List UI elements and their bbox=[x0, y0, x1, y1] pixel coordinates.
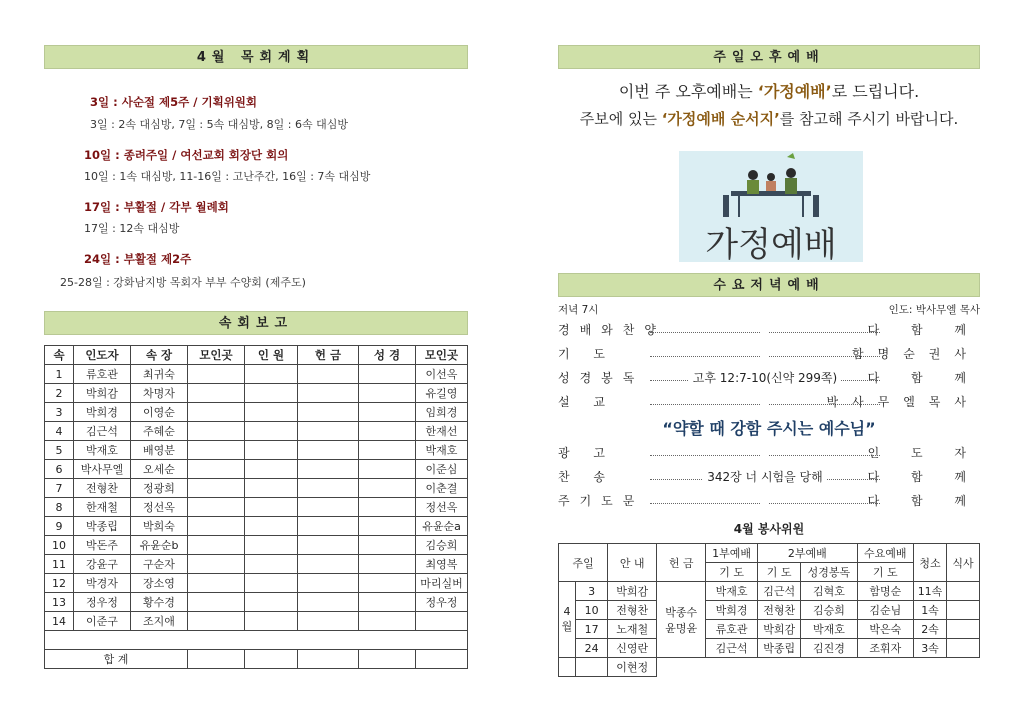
order-mid bbox=[761, 494, 769, 508]
guide-cell: 노재철 bbox=[608, 620, 657, 639]
read-cell: 박재호 bbox=[801, 620, 857, 639]
wed-header: 수요예배 bbox=[857, 544, 913, 563]
table-cell: 6 bbox=[45, 460, 74, 479]
month-cell: 4월 bbox=[559, 582, 576, 658]
table-cell bbox=[245, 536, 298, 555]
table-cell bbox=[188, 479, 245, 498]
order-right: 다 함 께 bbox=[867, 470, 980, 484]
col-header: 모인곳 bbox=[416, 346, 468, 365]
table-header-row bbox=[559, 544, 980, 563]
table-cell: 황수경 bbox=[131, 593, 188, 612]
service-title: 4월 봉사위원 bbox=[733, 522, 805, 536]
order-mid bbox=[761, 347, 769, 361]
table-cell bbox=[245, 574, 298, 593]
sermon-title: “약할 때 강함 주시는 예수님” bbox=[662, 419, 876, 438]
table-cell: 12 bbox=[45, 574, 74, 593]
read-header: 성경봉독 bbox=[801, 563, 857, 582]
guide-cell: 전형찬 bbox=[608, 601, 657, 620]
pray-cell: 박종립 bbox=[758, 639, 801, 658]
s1-header: 1부예배 bbox=[706, 544, 758, 563]
table-cell bbox=[657, 658, 980, 677]
table-row bbox=[559, 582, 980, 601]
table-row bbox=[45, 555, 468, 574]
table-cell bbox=[359, 441, 416, 460]
table-cell: 정우정 bbox=[416, 593, 468, 612]
text: 주일 bbox=[572, 556, 594, 570]
table-cell bbox=[359, 365, 416, 384]
table-cell: 박희경 bbox=[74, 403, 131, 422]
table-cell bbox=[245, 650, 298, 669]
table-cell bbox=[298, 441, 359, 460]
table-cell bbox=[245, 555, 298, 574]
table-cell: 류호관 bbox=[74, 365, 131, 384]
table-cell: 이선옥 bbox=[416, 365, 468, 384]
order-item bbox=[558, 467, 980, 487]
guide-cell: 신영란 bbox=[608, 639, 657, 658]
table-cell bbox=[359, 517, 416, 536]
table-cell bbox=[576, 658, 608, 677]
table-row bbox=[559, 601, 980, 620]
table-cell: 박경자 bbox=[74, 574, 131, 593]
table-cell: 오세순 bbox=[131, 460, 188, 479]
table-cell: 5 bbox=[45, 441, 74, 460]
table-cell: 구순자 bbox=[131, 555, 188, 574]
table-cell bbox=[298, 536, 359, 555]
table-cell bbox=[188, 498, 245, 517]
family-worship-image bbox=[679, 151, 863, 265]
table-cell: 유길영 bbox=[416, 384, 468, 403]
table-row bbox=[45, 612, 468, 631]
table-cell bbox=[416, 650, 468, 669]
day-cell: 10 bbox=[576, 601, 608, 620]
table-cell bbox=[359, 479, 416, 498]
table-cell bbox=[188, 536, 245, 555]
col-header: 인도자 bbox=[74, 346, 131, 365]
guide-cell: 박희감 bbox=[608, 582, 657, 601]
guide-header: 안 내 bbox=[608, 544, 657, 582]
read-cell: 김혁호 bbox=[801, 582, 857, 601]
table-row bbox=[559, 639, 980, 658]
table-cell: 장소영 bbox=[131, 574, 188, 593]
table-row bbox=[45, 403, 468, 422]
day-cell: 3 bbox=[576, 582, 608, 601]
col-header: 인 원 bbox=[245, 346, 298, 365]
pray-cell: 박재호 bbox=[706, 582, 758, 601]
table-cell bbox=[298, 517, 359, 536]
order-mid: 342장 너 시험을 당해 bbox=[703, 470, 827, 484]
order-leader-line bbox=[650, 320, 880, 333]
table-cell bbox=[245, 403, 298, 422]
order-mid bbox=[761, 395, 769, 409]
left-column bbox=[44, 0, 468, 724]
plan-detail: 3일 : 2속 대심방, 7일 : 5속 대심방, 8일 : 6속 대심방 bbox=[90, 118, 348, 131]
table-cell: 박종립 bbox=[74, 517, 131, 536]
clean-cell: 1속 bbox=[914, 601, 947, 620]
table-cell bbox=[245, 460, 298, 479]
table-cell bbox=[298, 498, 359, 517]
pray-cell: 박희감 bbox=[758, 620, 801, 639]
order-right: 다 함 께 bbox=[867, 494, 980, 508]
table-cell bbox=[188, 612, 245, 631]
table-cell bbox=[359, 612, 416, 631]
table-cell: 정우정 bbox=[74, 593, 131, 612]
plan-detail: 17일 : 12속 대심방 bbox=[84, 222, 180, 235]
offer-name: 윤명윤 bbox=[665, 621, 698, 635]
table-cell: 배영분 bbox=[131, 441, 188, 460]
table-cell bbox=[416, 612, 468, 631]
total-label: 합 계 bbox=[45, 650, 188, 669]
plan-head: 17일 : 부활절 / 각부 월례회 bbox=[84, 200, 229, 214]
table-row bbox=[45, 384, 468, 403]
table-cell bbox=[359, 593, 416, 612]
order-right: 함명순권사 bbox=[852, 347, 980, 361]
afternoon-title: 주일오후예배 bbox=[558, 45, 980, 69]
table-cell: 1 bbox=[45, 365, 74, 384]
plan-detail: 10일 : 1속 대심방, 11-16일 : 고난주간, 16일 : 7속 대심방 bbox=[84, 170, 371, 183]
table-cell bbox=[245, 612, 298, 631]
col-header: 속 장 bbox=[131, 346, 188, 365]
table-row bbox=[45, 517, 468, 536]
afternoon-line-1 bbox=[558, 79, 980, 102]
order-leader-line bbox=[650, 491, 880, 504]
text: 를 참고해 주시기 바랍니다. bbox=[779, 110, 959, 128]
table-cell bbox=[298, 422, 359, 441]
table-cell bbox=[188, 365, 245, 384]
table-cell: 11 bbox=[45, 555, 74, 574]
table-cell bbox=[188, 460, 245, 479]
table-row bbox=[559, 620, 980, 639]
table-cell bbox=[359, 536, 416, 555]
table-row bbox=[45, 365, 468, 384]
highlight: ‘가정예배 순서지’ bbox=[661, 110, 780, 128]
plan-head: 10일 : 종려주일 / 여선교회 회장단 회의 bbox=[84, 148, 289, 162]
order-leader-line bbox=[650, 467, 880, 484]
order-label: 성경봉독 bbox=[558, 371, 645, 385]
table-cell: 주혜순 bbox=[131, 422, 188, 441]
image-caption: 가정예배 bbox=[705, 225, 837, 265]
table-cell: 7 bbox=[45, 479, 74, 498]
table-cell: 조지애 bbox=[131, 612, 188, 631]
right-column bbox=[558, 0, 980, 724]
service-table bbox=[558, 543, 980, 677]
table-cell bbox=[298, 384, 359, 403]
meal-header: 식사 bbox=[947, 544, 980, 582]
col-header: 성 경 bbox=[359, 346, 416, 365]
table-cell bbox=[245, 593, 298, 612]
table-cell bbox=[245, 517, 298, 536]
table-row bbox=[45, 574, 468, 593]
meal-cell bbox=[947, 620, 980, 639]
order-label: 설 교 bbox=[558, 395, 615, 409]
meal-cell bbox=[947, 601, 980, 620]
table-header-row bbox=[45, 346, 468, 365]
report-title: 속회보고 bbox=[44, 311, 468, 335]
table-cell bbox=[245, 365, 298, 384]
table-cell: 한재철 bbox=[74, 498, 131, 517]
offer-cell bbox=[657, 582, 706, 658]
table-cell: 이춘결 bbox=[416, 479, 468, 498]
highlight: ‘가정예배’ bbox=[757, 82, 832, 101]
table-cell: 이영순 bbox=[131, 403, 188, 422]
pray-cell: 전형찬 bbox=[758, 601, 801, 620]
table-cell bbox=[188, 517, 245, 536]
table-cell bbox=[188, 441, 245, 460]
meal-cell bbox=[947, 582, 980, 601]
table-cell bbox=[359, 384, 416, 403]
table-row bbox=[559, 658, 980, 677]
table-cell: 강윤구 bbox=[74, 555, 131, 574]
table-cell bbox=[559, 658, 576, 677]
table-cell bbox=[245, 441, 298, 460]
table-row bbox=[45, 441, 468, 460]
table-row bbox=[45, 422, 468, 441]
table-cell: 이준심 bbox=[416, 460, 468, 479]
table-cell: 전형찬 bbox=[74, 479, 131, 498]
plan-detail: 25-28일 : 강화남지방 목회자 부부 수양회 (제주도) bbox=[60, 276, 306, 289]
guide-cell: 이현정 bbox=[608, 658, 657, 677]
text: 이번 주 오후예배는 bbox=[618, 82, 758, 101]
order-item bbox=[558, 491, 980, 511]
read-cell: 김승희 bbox=[801, 601, 857, 620]
table-cell bbox=[188, 593, 245, 612]
order-mid bbox=[761, 446, 769, 460]
table-cell bbox=[298, 365, 359, 384]
table-cell bbox=[298, 593, 359, 612]
pray-cell: 류호관 bbox=[706, 620, 758, 639]
pray-header: 기 도 bbox=[758, 563, 801, 582]
table-row bbox=[45, 631, 468, 650]
day-cell: 17 bbox=[576, 620, 608, 639]
wed-cell: 김순님 bbox=[857, 601, 913, 620]
service-leader: 인도: 박사무엘 목사 bbox=[888, 304, 980, 316]
table-row bbox=[45, 498, 468, 517]
order-item bbox=[558, 344, 980, 364]
wed-cell: 함명순 bbox=[857, 582, 913, 601]
pray-cell: 김근석 bbox=[706, 639, 758, 658]
clean-cell: 2속 bbox=[914, 620, 947, 639]
cell-report-table bbox=[44, 345, 468, 669]
order-right: 박사무엘목사 bbox=[826, 395, 980, 409]
table-cell: 8 bbox=[45, 498, 74, 517]
table-cell bbox=[298, 555, 359, 574]
clean-cell: 3속 bbox=[914, 639, 947, 658]
pray-cell: 김근석 bbox=[758, 582, 801, 601]
wed-title: 수요저녁예배 bbox=[558, 273, 980, 297]
text: 주보에 있는 bbox=[579, 110, 662, 128]
col-header: 모인곳 bbox=[188, 346, 245, 365]
table-cell bbox=[298, 479, 359, 498]
table-cell bbox=[245, 479, 298, 498]
order-label: 경배와찬양 bbox=[558, 323, 666, 337]
offer-header: 헌 금 bbox=[657, 544, 706, 582]
table-cell: 마리실버 bbox=[416, 574, 468, 593]
order-label: 기 도 bbox=[558, 347, 615, 361]
afternoon-line-2 bbox=[558, 108, 980, 129]
table-cell: 정광희 bbox=[131, 479, 188, 498]
table-cell: 2 bbox=[45, 384, 74, 403]
table-cell bbox=[298, 612, 359, 631]
table-cell bbox=[359, 555, 416, 574]
table-cell: 10 bbox=[45, 536, 74, 555]
col-header: 헌 금 bbox=[298, 346, 359, 365]
table-cell bbox=[245, 498, 298, 517]
order-leader-line bbox=[650, 443, 880, 456]
order-mid bbox=[761, 323, 769, 337]
order-mid: 고후 12:7-10(신약 299쪽) bbox=[689, 371, 841, 385]
wed-cell: 박은숙 bbox=[857, 620, 913, 639]
table-cell: 유윤순a bbox=[416, 517, 468, 536]
service-time: 저녁 7시 bbox=[558, 304, 599, 316]
order-right: 다 함 께 bbox=[867, 323, 980, 337]
order-item bbox=[558, 368, 980, 388]
order-item bbox=[558, 392, 980, 412]
table-cell: 박희감 bbox=[74, 384, 131, 403]
table-cell bbox=[245, 422, 298, 441]
table-cell: 한재선 bbox=[416, 422, 468, 441]
table-cell bbox=[298, 574, 359, 593]
meal-cell bbox=[947, 639, 980, 658]
plan-head: 3일 : 사순절 제5주 / 기획위원회 bbox=[90, 95, 258, 109]
table-cell: 박돈주 bbox=[74, 536, 131, 555]
table-cell bbox=[359, 650, 416, 669]
order-label: 찬 송 bbox=[558, 470, 615, 484]
table-cell: 김승희 bbox=[416, 536, 468, 555]
day-cell: 24 bbox=[576, 639, 608, 658]
table-cell: 3 bbox=[45, 403, 74, 422]
table-cell: 차명자 bbox=[131, 384, 188, 403]
read-cell: 김진경 bbox=[801, 639, 857, 658]
table-cell bbox=[188, 574, 245, 593]
plan-title: 4월 목회계획 bbox=[44, 45, 468, 69]
family-table-icon bbox=[679, 151, 863, 221]
table-cell: 4 bbox=[45, 422, 74, 441]
table-cell: 박사무엘 bbox=[74, 460, 131, 479]
order-right: 인 도 자 bbox=[867, 446, 980, 460]
clean-cell: 11속 bbox=[914, 582, 947, 601]
table-cell bbox=[188, 555, 245, 574]
table-cell: 최영복 bbox=[416, 555, 468, 574]
order-label: 주기도문 bbox=[558, 494, 645, 508]
pray-cell: 박희경 bbox=[706, 601, 758, 620]
table-row bbox=[45, 593, 468, 612]
order-item bbox=[558, 443, 980, 463]
table-cell bbox=[359, 403, 416, 422]
week-header bbox=[559, 544, 608, 582]
table-cell: 김근석 bbox=[74, 422, 131, 441]
clean-header: 청소 bbox=[914, 544, 947, 582]
table-cell: 정선옥 bbox=[416, 498, 468, 517]
table-cell bbox=[359, 422, 416, 441]
table-cell bbox=[45, 631, 468, 650]
table-cell: 최귀숙 bbox=[131, 365, 188, 384]
table-cell: 유윤순b bbox=[131, 536, 188, 555]
offer-name: 박종수 bbox=[665, 605, 698, 619]
order-item bbox=[558, 320, 980, 340]
table-cell bbox=[188, 403, 245, 422]
pray-header: 기 도 bbox=[857, 563, 913, 582]
table-cell: 정선옥 bbox=[131, 498, 188, 517]
pray-header: 기 도 bbox=[706, 563, 758, 582]
table-cell: 14 bbox=[45, 612, 74, 631]
col-header: 속 bbox=[45, 346, 74, 365]
table-row bbox=[45, 460, 468, 479]
total-row bbox=[45, 650, 468, 669]
order-right: 다 함 께 bbox=[867, 371, 980, 385]
plan-item bbox=[90, 94, 257, 110]
table-cell bbox=[188, 384, 245, 403]
order-leader-line bbox=[650, 368, 880, 385]
table-cell: 박재호 bbox=[74, 441, 131, 460]
text: 로 드립니다. bbox=[831, 82, 920, 101]
table-row bbox=[45, 536, 468, 555]
table-cell bbox=[188, 650, 245, 669]
table-cell bbox=[359, 460, 416, 479]
table-cell bbox=[359, 498, 416, 517]
table-row bbox=[45, 479, 468, 498]
s2-header: 2부예배 bbox=[758, 544, 858, 563]
table-cell bbox=[298, 460, 359, 479]
table-cell: 13 bbox=[45, 593, 74, 612]
table-cell: 이준구 bbox=[74, 612, 131, 631]
order-leader-line bbox=[650, 344, 880, 357]
table-cell: 임희경 bbox=[416, 403, 468, 422]
table-cell: 박희숙 bbox=[131, 517, 188, 536]
table-cell: 9 bbox=[45, 517, 74, 536]
table-cell bbox=[298, 650, 359, 669]
table-cell bbox=[359, 574, 416, 593]
wed-cell: 조휘자 bbox=[857, 639, 913, 658]
order-label: 광 고 bbox=[558, 446, 615, 460]
table-cell: 박재호 bbox=[416, 441, 468, 460]
table-cell bbox=[298, 403, 359, 422]
table-cell bbox=[188, 422, 245, 441]
table-cell bbox=[245, 384, 298, 403]
plan-head: 24일 : 부활절 제2주 bbox=[84, 252, 192, 266]
